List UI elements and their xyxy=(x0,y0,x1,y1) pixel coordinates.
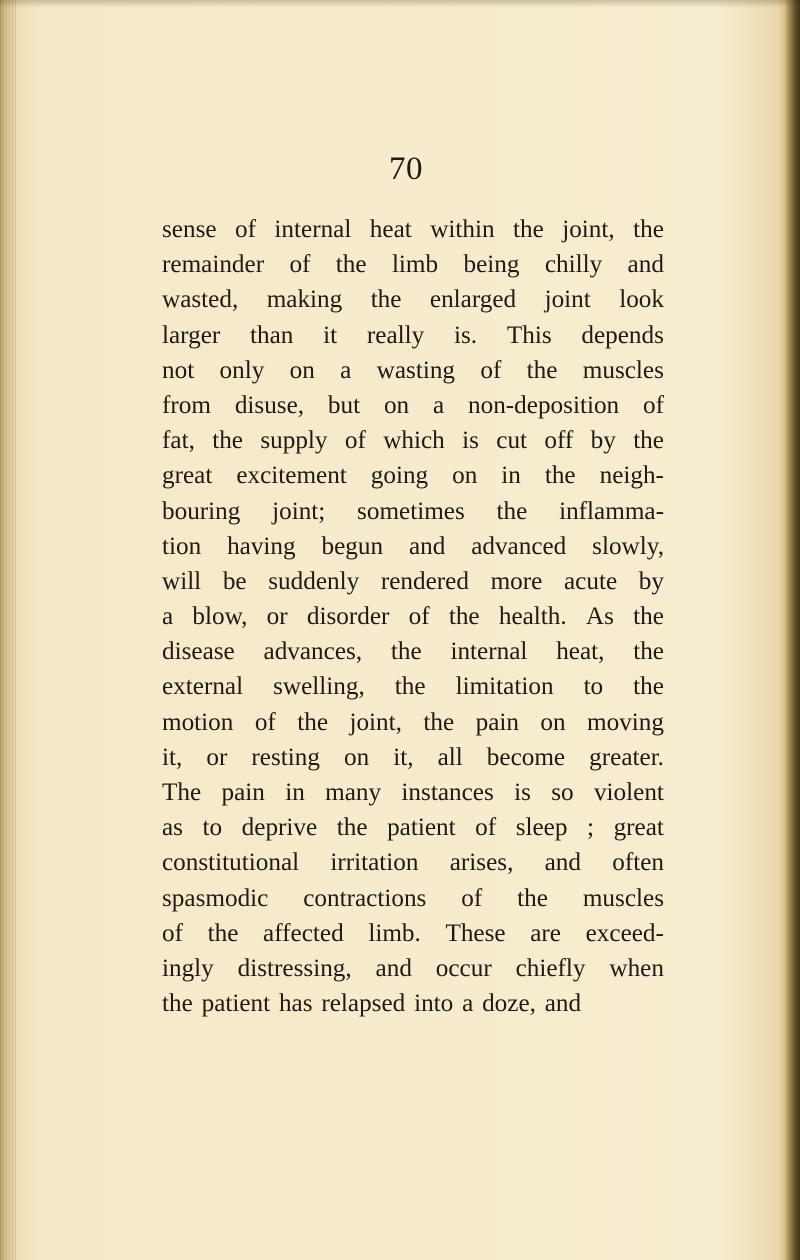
text-line: larger than it really is. This depends xyxy=(162,321,664,349)
text-line: external swelling, the limitation to the xyxy=(162,673,664,701)
text-line: ingly distressing, and occur chiefly when xyxy=(162,954,664,982)
text-line: as to deprive the patient of sleep ; great xyxy=(162,814,664,842)
text-line: will be suddenly rendered more acute by xyxy=(162,567,664,595)
text-line: spasmodic contractions of the muscles xyxy=(162,884,664,912)
text-line: not only on a wasting of the muscles xyxy=(162,356,664,384)
text-line: remainder of the limb being chilly and xyxy=(162,251,664,279)
text-line: fat, the supply of which is cut off by the xyxy=(162,427,664,455)
text-line: the patient has relapsed into a doze, and xyxy=(162,990,582,1018)
page-edge-shadow xyxy=(786,0,800,1260)
text-line: tion having begun and advanced slowly, xyxy=(162,532,664,560)
text-line: a blow, or disorder of the health. As the xyxy=(162,603,664,631)
text-line: of the affected limb. These are exceed- xyxy=(162,919,664,947)
page-number: 70 xyxy=(389,151,423,187)
page-gutter-shadow xyxy=(0,0,18,1260)
text-line: sense of internal heat within the joint, the xyxy=(162,216,664,243)
page-top-shadow xyxy=(0,0,800,8)
text-line: wasted, making the enlarged joint look xyxy=(162,286,664,314)
body-text xyxy=(162,212,664,1021)
text-line: great excitement going on in the neigh- xyxy=(162,462,664,490)
text-line: The pain in many instances is so violent xyxy=(162,779,664,806)
text-line: it, or resting on it, all become greater. xyxy=(162,743,664,771)
text-line: constitutional irritation arises, and often xyxy=(162,849,664,877)
text-line: disease advances, the internal heat, the xyxy=(162,638,664,666)
text-line: bouring joint; sometimes the inflamma- xyxy=(162,497,664,525)
text-line: from disuse, but on a non-deposition of xyxy=(162,391,664,419)
text-line: motion of the joint, the pain on moving xyxy=(162,708,664,736)
